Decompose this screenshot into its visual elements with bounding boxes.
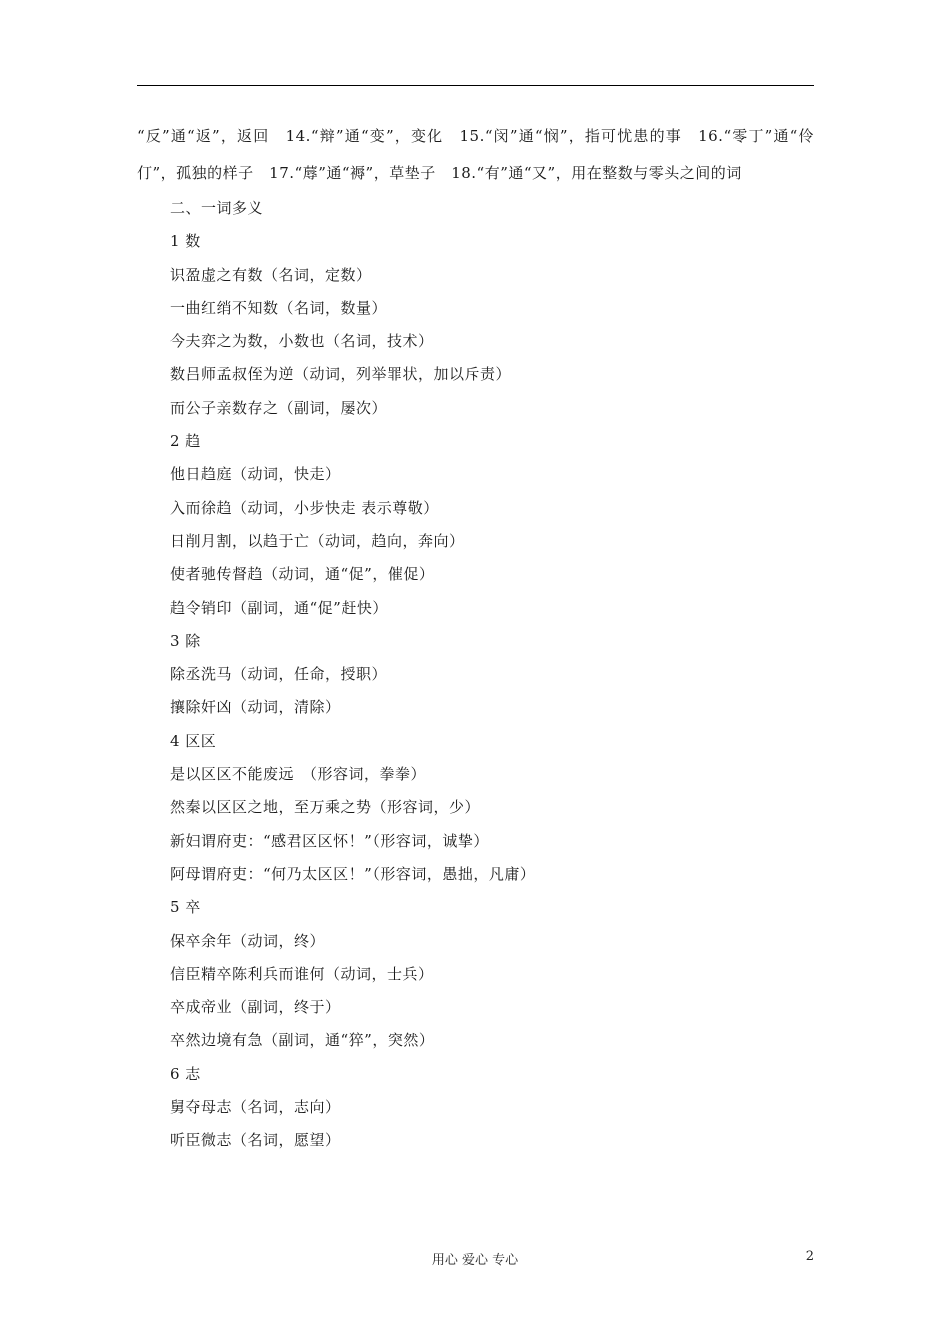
text-line: 识盈虚之有数（名词，定数） [170,265,372,284]
text-line: 日削月割，以趋于亡（动词，趋向，奔向） [170,531,465,550]
text-line: 保卒余年（动词，终） [170,931,326,950]
text-line: 而公子亲数存之（副词，屡次） [170,398,388,417]
text-line: 数吕师孟叔侄为逆（动词，列举罪状，加以斥责） [170,365,512,384]
polysemy-list [137,192,814,1158]
text-line: 3 除 [170,631,201,650]
text-line: 6 志 [170,1064,201,1083]
text-line: 舅夺母志（名词，志向） [170,1098,341,1117]
text-line: 趋令销印（副词，通“促”赶快） [170,598,388,617]
footer-slogan: 用心 爱心 专心 [431,1253,519,1268]
text-line: 2 趋 [170,432,201,451]
text-line: 除丞洗马（动词，任命，授职） [170,665,388,684]
text-line: 1 数 [170,232,201,251]
text-line: 攘除奸凶（动词，清除） [170,698,341,717]
text-line: 4 区区 [170,731,217,750]
text-line: 使者驰传督趋（动词，通“促”，催促） [170,565,435,584]
document-body [137,118,814,1158]
page-number: 2 [805,1249,814,1264]
text-line: 一曲红绡不知数（名词，数量） [170,298,388,317]
header-rule [137,85,814,86]
text-line: 卒然边境有急（副词，通“猝”，突然） [170,1031,435,1050]
text-line: 信臣精卒陈利兵而谁何（动词，士兵） [170,964,434,983]
text-line: 然秦以区区之地，至万乘之势（形容词，少） [170,798,481,817]
text-line: 阿母谓府吏：“何乃太区区！”（形容词，愚拙，凡庸） [170,864,536,883]
text-line: 二、一词多义 [170,199,264,217]
text-line: 5 卒 [170,898,201,917]
tongjiazi-paragraph: “反”通“返”，返回 14.“辩”通“变”，变化 15.“闵”通“悯”，指可忧患的事 16.“零丁”通“伶仃”，孤独的样子 17.“蓐”通“褥”，草垫子 18.“有”通“又”，用在整数与零头之间的词 [137,127,814,182]
text-line: 是以区区不能废远 （形容词，拳拳） [170,765,427,784]
text-line: 入而徐趋（动词，小步快走 表示尊敬） [170,498,439,517]
text-line: 听臣微志（名词，愿望） [170,1131,341,1150]
text-line: 卒成帝业（副词，终于） [170,998,341,1017]
text-line: 他日趋庭（动词，快走） [170,465,341,484]
text-line: 新妇谓府吏：“感君区区怀！”（形容词，诚挚） [170,831,489,850]
text-line: 今夫弈之为数，小数也（名词，技术） [170,332,434,351]
